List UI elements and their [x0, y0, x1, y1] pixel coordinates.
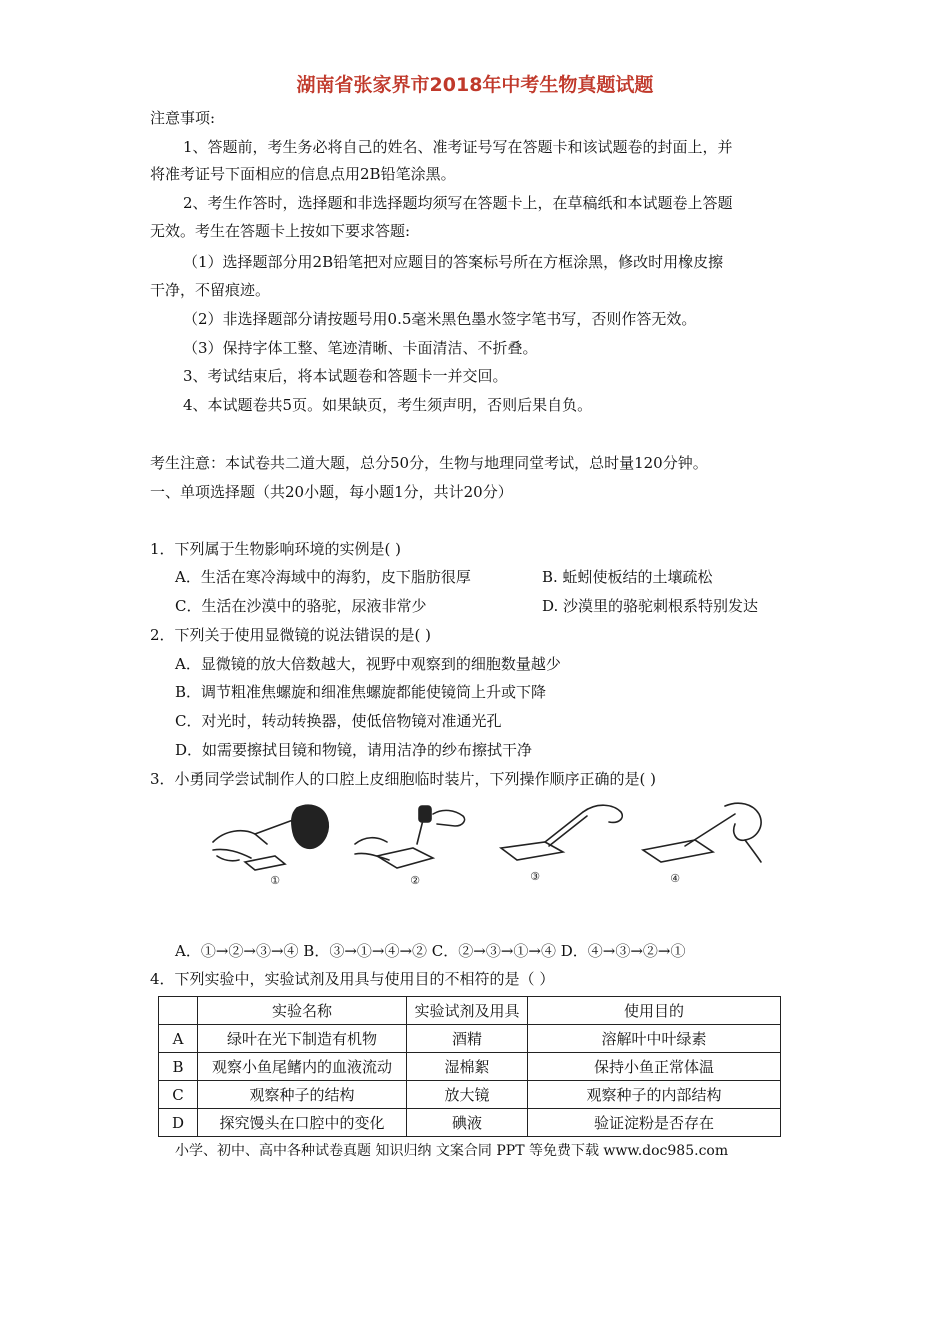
- q2-option-c: C．对光时，转动转换器，使低倍物镜对准通光孔: [175, 712, 502, 730]
- notice-line: 1、答题前，考生务必将自己的姓名、准考证号写在答题卡和该试题卷的封面上，并: [183, 138, 733, 156]
- question-3-stem: 3．小勇同学尝试制作人的口腔上皮细胞临时装片，下列操作顺序正确的是( ): [150, 770, 657, 788]
- table-header-cell: 实验名称: [198, 997, 407, 1025]
- notice-line: 将准考证号下面相应的信息点用2B铅笔涂黑。: [150, 165, 456, 183]
- q1-option-d: D. 沙漠里的骆驼刺根系特别发达: [542, 597, 759, 615]
- exam-note: 考生注意：本试卷共二道大题，总分50分，生物与地理同堂考试，总时量120分钟。: [150, 454, 708, 472]
- table-cell: 保持小鱼正常体温: [528, 1053, 781, 1081]
- q1-option-b: B. 蚯蚓使板结的土壤疏松: [542, 568, 713, 586]
- table-cell: A: [159, 1025, 198, 1053]
- table-cell: D: [159, 1109, 198, 1137]
- table-cell: C: [159, 1081, 198, 1109]
- q2-option-b: B．调节粗准焦螺旋和细准焦螺旋都能使镜筒上升或下降: [175, 683, 547, 701]
- question-2-stem: 2．下列关于使用显微镜的说法错误的是( ): [150, 626, 432, 644]
- step-4-illustration: [643, 803, 761, 862]
- notice-line: （3）保持字体工整、笔迹清晰、卡面清洁、不折叠。: [183, 339, 538, 357]
- table-row: [159, 1081, 781, 1109]
- table-row: [159, 1025, 781, 1053]
- question-4-stem: 4．下列实验中，实验试剂及用具与使用目的不相符的是（ ）: [150, 970, 555, 988]
- figure-label-1: ①: [270, 874, 280, 887]
- document-title: 湖南省张家界市2018年中考生物真题试题: [296, 74, 654, 96]
- q2-option-d: D．如需要擦拭目镜和物镜，请用洁净的纱布擦拭干净: [175, 741, 533, 759]
- table-cell: 溶解叶中叶绿素: [528, 1025, 781, 1053]
- page-footer: 小学、初中、高中各种试卷真题 知识归纳 文案合同 PPT 等免费下载 www.doc985.com: [175, 1143, 729, 1159]
- table-row: [159, 1053, 781, 1081]
- table-cell: 观察种子的内部结构: [528, 1081, 781, 1109]
- table-cell: 湿棉絮: [407, 1053, 528, 1081]
- table-cell: 碘液: [407, 1109, 528, 1137]
- table-cell: 探究馒头在口腔中的变化: [198, 1109, 407, 1137]
- q3-options: A．①→②→③→④ B．③→①→④→② C．②→③→①→④ D．④→③→②→①: [175, 942, 686, 960]
- figure-label-3: ③: [530, 870, 540, 883]
- table-header-row: [159, 997, 781, 1025]
- notice-heading: 注意事项:: [150, 109, 216, 127]
- notice-line: （2）非选择题部分请按题号用0.5毫米黑色墨水签字笔书写，否则作答无效。: [183, 310, 697, 328]
- table-cell: 绿叶在光下制造有机物: [198, 1025, 407, 1053]
- notice-line: （1）选择题部分用2B铅笔把对应题目的答案标号所在方框涂黑，修改时用橡皮擦: [183, 253, 724, 271]
- figure-label-4: ④: [670, 872, 680, 885]
- step-1-illustration: [213, 805, 328, 870]
- notice-line: 干净，不留痕迹。: [150, 281, 271, 299]
- notice-line: 3、考试结束后，将本试题卷和答题卡一并交回。: [183, 367, 508, 385]
- table-cell: 观察小鱼尾鳍内的血液流动: [198, 1053, 407, 1081]
- notice-line: 2、考生作答时，选择题和非选择题均须写在答题卡上，在草稿纸和本试题卷上答题: [183, 194, 733, 212]
- step-2-illustration: [355, 806, 465, 868]
- step-3-illustration: [501, 805, 622, 860]
- q1-option-a: A．生活在寒冷海域中的海豹，皮下脂肪很厚: [175, 568, 471, 586]
- notice-line: 4、本试题卷共5页。如果缺页，考生须声明，否则后果自负。: [183, 396, 593, 414]
- slide-preparation-figure: [205, 800, 775, 900]
- table-cell: B: [159, 1053, 198, 1081]
- table-cell: 验证淀粉是否存在: [528, 1109, 781, 1137]
- table-row: [159, 1109, 781, 1137]
- experiment-table: [158, 996, 781, 1137]
- q2-option-a: A．显微镜的放大倍数越大，视野中观察到的细胞数量越少: [175, 655, 561, 673]
- notice-line: 无效。考生在答题卡上按如下要求答题:: [150, 222, 411, 240]
- section-heading: 一、单项选择题（共20小题，每小题1分，共计20分）: [150, 483, 513, 501]
- table-header-cell: 使用目的: [528, 997, 781, 1025]
- q1-option-c: C．生活在沙漠中的骆驼，尿液非常少: [175, 597, 427, 615]
- table-cell: 放大镜: [407, 1081, 528, 1109]
- table-header-cell: 实验试剂及用具: [407, 997, 528, 1025]
- table-cell: 酒精: [407, 1025, 528, 1053]
- question-1-stem: 1．下列属于生物影响环境的实例是( ): [150, 540, 402, 558]
- table-header-cell: [159, 997, 198, 1025]
- figure-label-2: ②: [410, 874, 420, 887]
- table-cell: 观察种子的结构: [198, 1081, 407, 1109]
